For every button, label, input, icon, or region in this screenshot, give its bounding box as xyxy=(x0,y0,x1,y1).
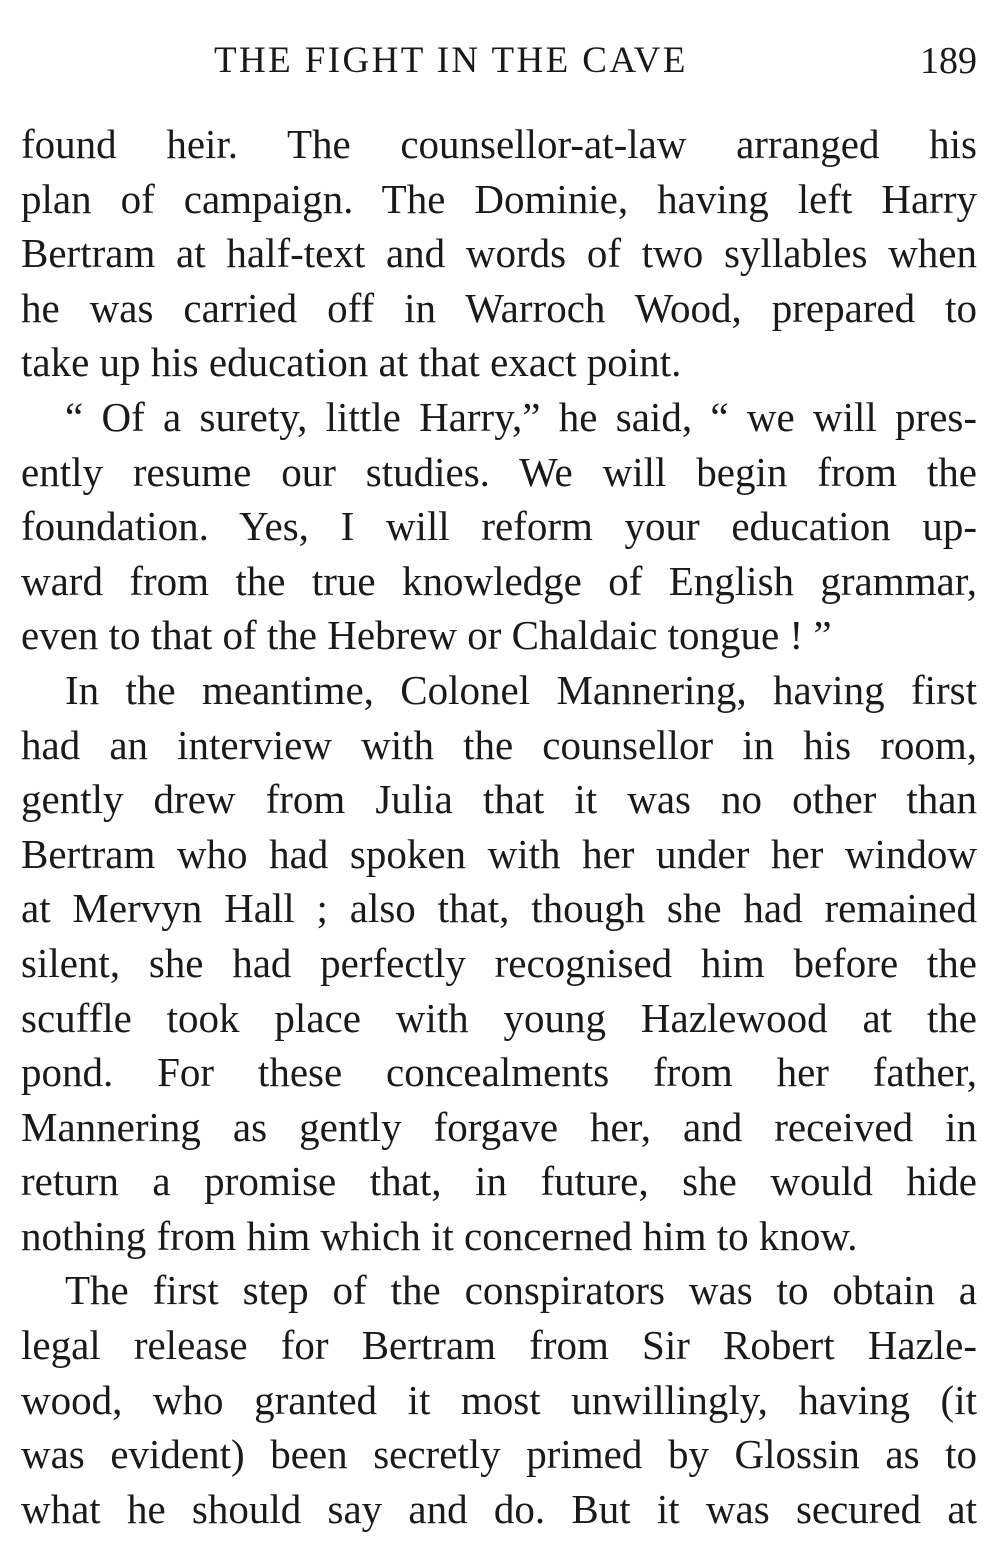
text-line: ently resume our studies. We will begin from the xyxy=(21,448,977,495)
page-number: 189 xyxy=(920,40,977,82)
text-line: The first step of the conspirators was to obtain a xyxy=(65,1267,977,1314)
text-line: even to that of the Hebrew or Chaldaic tongue ! ” xyxy=(21,612,832,659)
text-line: “ Of a surety, little Harry,” he said, “ we will pres- xyxy=(65,393,977,440)
body-text xyxy=(21,117,977,1536)
text-line: In the meantime, Colonel Mannering, having first xyxy=(65,666,977,713)
text-line: Bertram at half-text and words of two syllables when xyxy=(21,230,977,277)
text-line: nothing from him which it concerned him to know. xyxy=(21,1212,858,1259)
text-line: scuffle took place with young Hazlewood at the xyxy=(21,994,977,1041)
text-line: take up his education at that exact point. xyxy=(21,339,682,386)
text-line: pond. For these concealments from her father, xyxy=(21,1049,977,1096)
text-line: what he should say and do. But it was secured at xyxy=(21,1485,977,1532)
text-line: he was carried off in Warroch Wood, prepared to xyxy=(21,284,977,331)
text-line: legal release for Bertram from Sir Robert Hazle- xyxy=(21,1322,977,1369)
text-line: had an interview with the counsellor in his room, xyxy=(21,721,977,768)
text-line: wood, who granted it most unwillingly, having (it xyxy=(21,1376,977,1423)
text-line: return a promise that, in future, she would hide xyxy=(21,1158,977,1205)
text-line: silent, she had perfectly recognised him before the xyxy=(21,939,977,986)
text-line: Bertram who had spoken with her under her window xyxy=(21,830,977,877)
text-line: plan of campaign. The Dominie, having left Harry xyxy=(21,175,977,222)
text-line: found heir. The counsellor-at-law arranged his xyxy=(21,121,977,167)
text-line: Mannering as gently forgave her, and received in xyxy=(21,1103,977,1150)
text-line: at Mervyn Hall ; also that, though she had remained xyxy=(21,885,977,932)
text-line: gently drew from Julia that it was no other than xyxy=(21,776,977,823)
running-title: THE FIGHT IN THE CAVE xyxy=(214,40,688,81)
text-line: foundation. Yes, I will reform your education up- xyxy=(21,503,977,550)
text-line: was evident) been secretly primed by Glossin as to xyxy=(21,1431,977,1478)
running-head xyxy=(0,36,1000,86)
text-line: ward from the true knowledge of English grammar, xyxy=(21,557,977,604)
